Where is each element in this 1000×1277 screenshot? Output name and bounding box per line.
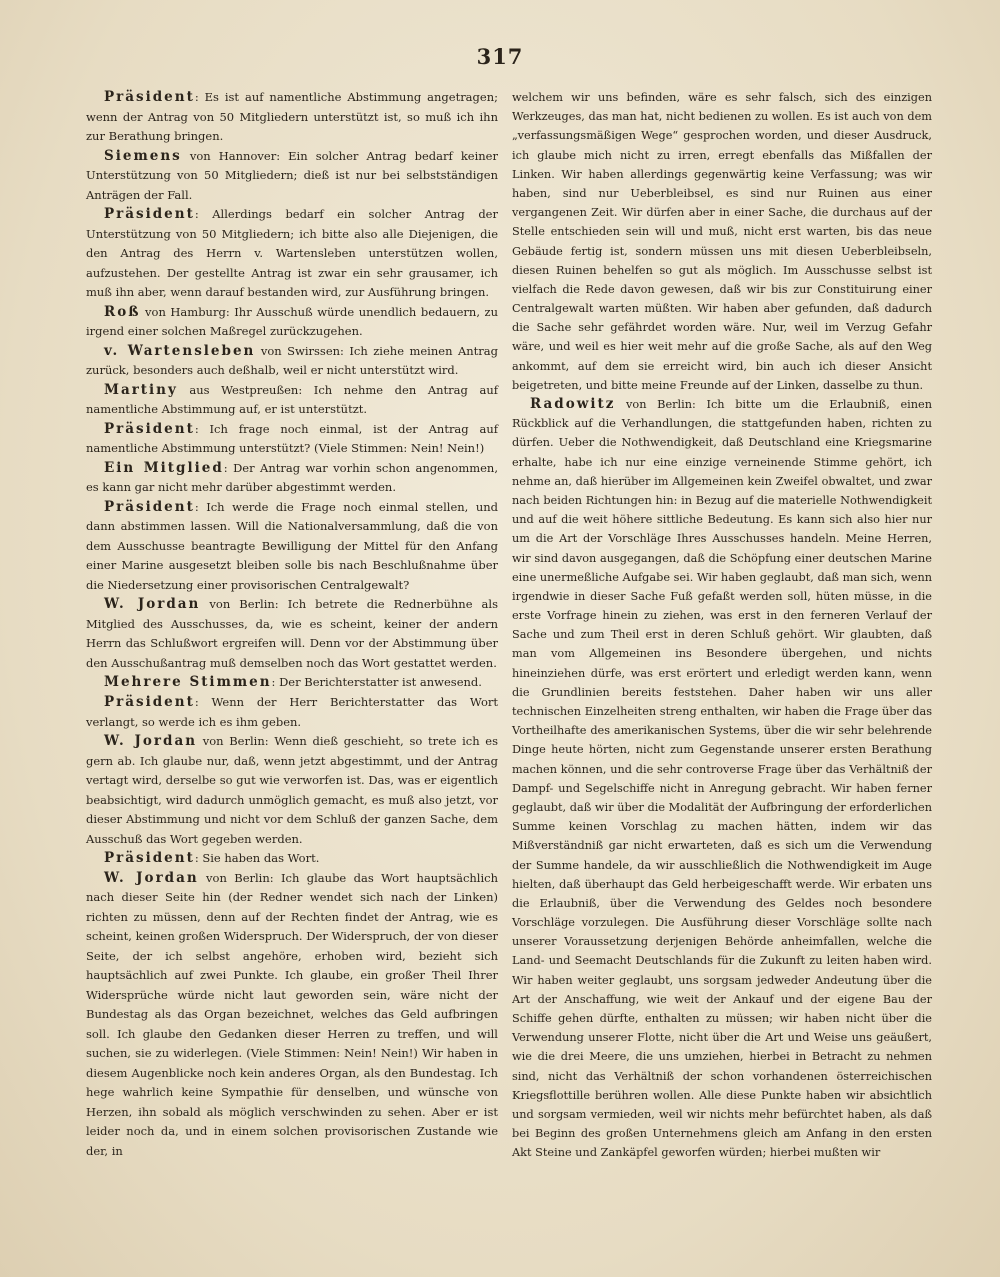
paragraph bbox=[512, 395, 932, 1163]
paragraph bbox=[86, 498, 498, 596]
paragraph-text: von Berlin: Ich glaube das Wort hauptsächlich nach dieser Seite hin (der Redner wendet sich nach der Linken) richten zu müssen, denn auf der Rechten findet der Antrag, wie es scheint, keinen großen Widerspruch. Der Widerspruch, der von dieser Seite, der ich selbst angehöre, erhoben wird, bezieht sich hauptsächlich auf zwei Punkte. Ich glaube, ein großer Theil Ihrer Widersprüche würde nicht laut geworden sein, wäre nicht der Bundestag als das Organ bezeichnet, welches das Geld aufbringen soll. Ich glaube den Gedanken dieser Herren zu treffen, und will suchen, sie zu widerlegen. (Viele Stimmen: Nein! Nein!) Wir haben in diesem Augenblicke noch kein anderes Organ, als den Bundestag. Ich hege wahrlich keine Sympathie für denselben, und wünsche von Herzen, ihn sobald als möglich verschwinden zu sehen. Aber er ist leider noch da, und in einem solchen provisorischen Zustande wie der, in bbox=[86, 870, 499, 1158]
paragraph bbox=[86, 303, 498, 342]
right-column bbox=[512, 88, 932, 1163]
speaker-name: Ein Mitglied bbox=[104, 459, 224, 476]
left-column bbox=[86, 88, 498, 1161]
paragraph bbox=[86, 869, 498, 1162]
paragraph bbox=[86, 459, 498, 498]
paragraph-text: von Hannover: Ein solcher Antrag bedarf keiner Unterstützung von 50 Mitgliedern; dieß ist nur bei selbstständigen Anträgen der Fall. bbox=[86, 148, 498, 202]
paragraph-text: von Berlin: Wenn dieß geschieht, so trete ich es gern ab. Ich glaube nur, daß, wenn jetzt abgestimmt, und der Antrag vertagt wird, derselbe so gut wie verworfen ist. Das, was er eigentlich beabsichtigt, wird dadurch unmöglich gemacht, es muß also jetzt, vor dieser Abstimmung und nicht vor dem Schluß der ganzen Sache, dem Ausschuß das Wort gegeben werden. bbox=[86, 734, 499, 846]
paragraph bbox=[86, 205, 498, 303]
paragraph-text: : Der Berichterstatter ist anwesend. bbox=[271, 675, 482, 690]
paragraph-text: : Ich werde die Frage noch einmal stellen, und dann abstimmen lassen. Will die Nationalversammlung, daß die von dem Ausschusse beantragte Bewilligung der Mittel für den Anfang einer Marine ausgesetzt bleiben solle bis nach Beschlußnahme über die Niedersetzung einer provisorischen Centralgewalt? bbox=[86, 499, 498, 592]
speaker-name: W. Jordan bbox=[104, 733, 198, 750]
speaker-name: W. Jordan bbox=[104, 596, 201, 613]
paragraph-text: von Swirssen: Ich ziehe meinen Antrag zurück, besonders auch deßhalb, weil er nicht unterstützt wird. bbox=[86, 343, 498, 378]
paragraph-text: von Hamburg: Ihr Ausschuß würde unendlich bedauern, zu irgend einer solchen Maßregel zurückzugehen. bbox=[86, 304, 498, 339]
paragraph-text: : Allerdings bedarf ein solcher Antrag der Unterstützung von 50 Mitgliedern; ich bitte also alle Diejenigen, die den Antrag des Herrn v. Wartensleben unterstützen wollen, aufzustehen. Der gestellte Antrag ist zwar ein sehr grausamer, ich muß ihn aber, wenn darauf bestanden wird, zur Ausführung bringen. bbox=[86, 207, 498, 300]
speaker-name: Präsident bbox=[104, 206, 195, 223]
paragraph-text: : Der Antrag war vorhin schon angenommen, es kann gar nicht mehr darüber abgestimmt werden. bbox=[86, 460, 498, 495]
paragraph bbox=[86, 420, 498, 459]
paragraph bbox=[86, 673, 498, 693]
paragraph-text: : Ich frage noch einmal, ist der Antrag auf namentliche Abstimmung unterstützt? (Viele Stimmen: Nein! Nein!) bbox=[86, 421, 498, 456]
paragraph bbox=[86, 147, 498, 206]
paragraph bbox=[86, 381, 498, 420]
paragraph-text: : Es ist auf namentliche Abstimmung angetragen; wenn der Antrag von 50 Mitgliedern unterstützt ist, so muß ich ihn zur Berathung bringen. bbox=[86, 90, 498, 144]
paragraph bbox=[512, 88, 932, 395]
speaker-name: Präsident bbox=[104, 89, 195, 105]
paragraph bbox=[86, 732, 498, 849]
paragraph-text: : Wenn der Herr Berichterstatter das Wort verlangt, so werde ich es ihm geben. bbox=[86, 694, 498, 729]
paragraph-text: aus Westpreußen: Ich nehme den Antrag auf namentliche Abstimmung auf, er ist unterstützt. bbox=[86, 382, 498, 417]
paragraph bbox=[86, 693, 498, 732]
speaker-name: Präsident bbox=[104, 693, 195, 710]
speaker-name: Mehrere Stimmen bbox=[104, 674, 272, 691]
speaker-name: Präsident bbox=[104, 850, 195, 867]
paragraph-text: : Sie haben das Wort. bbox=[194, 851, 320, 866]
speaker-name: Radowitz bbox=[530, 396, 616, 412]
speaker-name: W. Jordan bbox=[104, 869, 199, 886]
speaker-name: Siemens bbox=[104, 147, 182, 164]
speaker-name: Martiny bbox=[104, 381, 178, 398]
speaker-name: Präsident bbox=[104, 420, 195, 437]
paragraph-text: von Berlin: Ich bitte um die Erlaubniß, einen Rückblick auf die Verhandlungen, die stattgefunden haben, richten zu dürfen. Ueber die Nothwendigkeit, daß Deutschland eine Kriegsmarine erhalte, habe ich nur eine einzige verneinende Stimme gehört, ich nehme an, daß hierüber im Allgemeinen kein Zweifel obwaltet, und zwar nach beiden Richtungen hin: in Bezug auf die materielle Nothwendigkeit und auf die weit höhere sittliche Bedeutung. Es kann sich also hier nur um die Art der Vorschläge Ihres Ausschusses handeln. Meine Herren, wir sind davon ausgegangen, daß die Schöpfung einer deutschen Marine eine unermeßliche Aufgabe sei. Wir haben geglaubt, daß man sich, wenn irgendwie in dieser Sache Fuß gefaßt werden soll, hüten müsse, in die erste Vorfrage hinein zu ziehen, was erst in den ferneren Verlauf der Sache und zum Theil erst in deren Schluß gehört. Wir glaubten, daß man vom Allgemeinen ins Besondere übergehen, und nichts hineinziehen dürfe, was erst erörtert und erledigt werden kann, wenn die Grundlinien bereits feststehen. Daher haben wir uns aller technischen Einzelheiten streng enthalten, wir haben die Frage über das Vortheilhafte des amerikanischen Systems, über die wir sehr belehrende Dinge heute hörten, nicht zum Gegenstande unserer ersten Berathung machen können, und die sehr controverse Frage über das Verhältniß der Dampf- und Segelschiffe nicht in Anregung gebracht. Wir haben ferner geglaubt, daß wir über die Modalität der Aufbringung der erforderlichen Summe keinen Vorschlag zu machen hätten, indem wir das Mißverständniß gar nicht erwarteten, daß es sich um die Verwendung der Summe handele, da wir ausschließlich die Nothwendigkeit im Auge hielten, daß überhaupt das Geld herbeigeschafft werde. Wir erbaten uns die Erlaubniß, über die Verwendung des Geldes noch besondere Vorschläge vorzulegen. Die Ausführung dieser Vorschläge sollte nach unserer Voraussetzung derjenigen Behörde anheimfallen, welche die Land- und Seemacht Deutschlands für die Zukunft zu leiten haben wird. Wir haben weiter geglaubt, uns sorgsam jedweder Andeutung über die Art der Anschaffung, wie weit der Ankauf und der eigene Bau der Schiffe gehen dürfte, enthalten zu müssen; wir haben nicht über die Verwendung unserer Flotte, nicht über die Art und Weise uns geäußert, wie die drei Meere, die uns umziehen, hierbei in Betracht zu nehmen sind, nicht das Verhältniß der schon vorhandenen österreichischen Kriegsflottille berühren wollen. Alle diese Punkte haben wir absichtlich und sorgsam vermieden, weil wir nichts mehr befürchtet haben, als daß bei Beginn des großen Unternehmens gleich am Anfang in den ersten Akt Steine und Zankäpfel geworfen würden; hierbei mußten wir bbox=[512, 398, 932, 1160]
paragraph bbox=[86, 342, 498, 381]
speaker-name: v. Wartensleben bbox=[104, 342, 256, 359]
paragraph-text: von Berlin: Ich betrete die Rednerbühne als Mitglied des Ausschusses, da, wie es scheint, keiner der andern Herrn das Schlußwort ergreifen will. Denn vor der Abstimmung über den Ausschußantrag muß demselben noch das Wort gestattet werden. bbox=[86, 597, 498, 670]
paragraph bbox=[86, 849, 498, 869]
page-number: 317 bbox=[476, 44, 524, 69]
paragraph bbox=[86, 595, 498, 673]
paragraph-text: welchem wir uns befinden, wäre es sehr falsch, sich des einzigen Werkzeuges, das man hat, nicht bedienen zu wollen. Es ist auch von dem „verfassungsmäßigen Wege“ gesprochen worden, und dieser Ausdruck, ich glaube mich nicht zu irren, erregt ebenfalls das Mißfallen der Linken. Wir haben allerdings gegenwärtig keine Verfassung; was wir haben, sind nur Ueberbleibsel, es sind nur Ruinen aus einer vergangenen Zeit. Wir dürfen aber in einer Sache, die durchaus auf der Stelle entschieden sein will und muß, nicht erst warten, bis das neue Gebäude fertig ist, sondern müssen uns mit diesen Ueberbleibseln, diesen Ruinen behelfen so gut als möglich. Im Ausschusse selbst ist vielfach die Rede davon gewesen, daß wir bis zur Constituirung einer Centralgewalt warten müßten. Wir haben aber gefunden, daß dadurch die Sache sehr gefährdet worden wäre. Nur, weil im Verzug Gefahr wäre, und weil es hier weit mehr auf die große Sache, als auf den Weg ankommt, auf dem sie erreicht wird, bin auch ich dieser Ansicht beigetreten, und bitte meine Freunde auf der Linken, dasselbe zu thun. bbox=[512, 91, 932, 392]
speaker-name: Roß bbox=[104, 303, 141, 320]
paragraph bbox=[86, 88, 498, 147]
speaker-name: Präsident bbox=[104, 498, 195, 515]
